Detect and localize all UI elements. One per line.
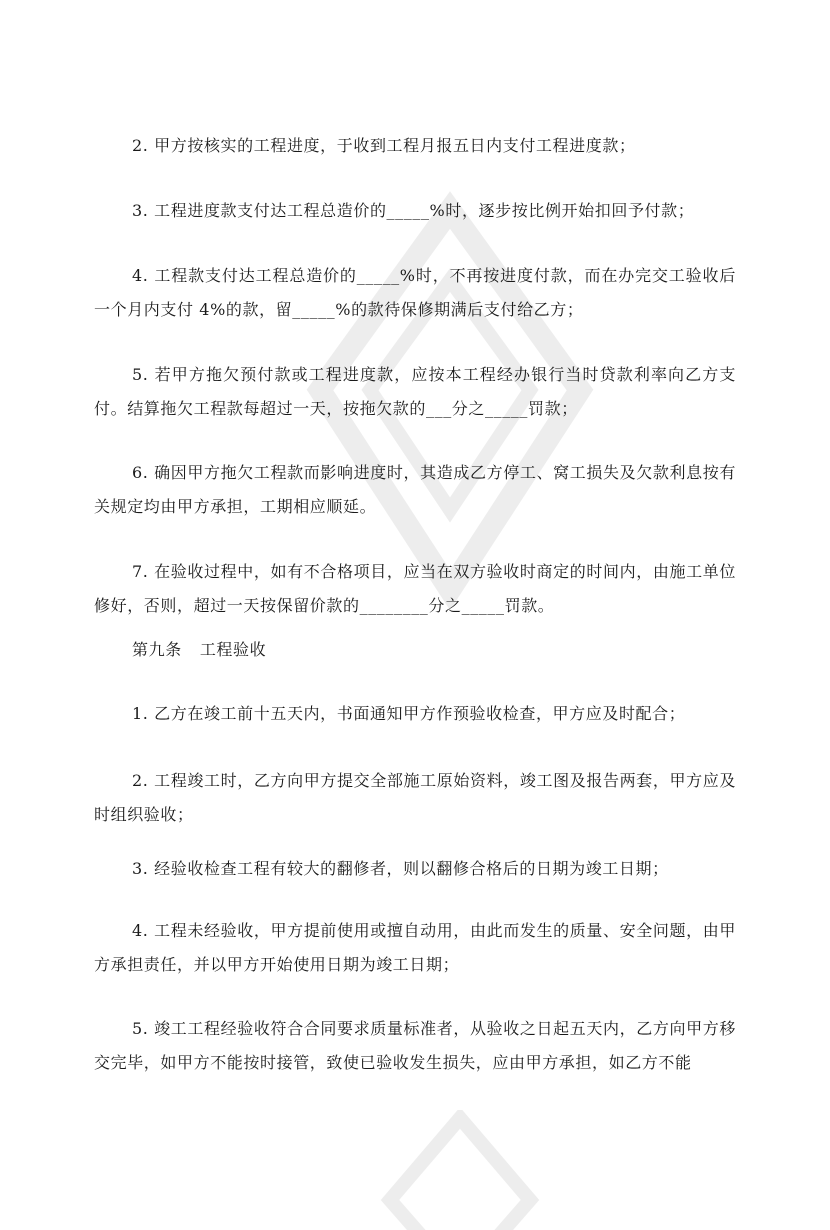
section-number: 第九条 bbox=[132, 640, 182, 659]
section-title: 工程验收 bbox=[199, 640, 267, 659]
clause-8-item-4: 4. 工程款支付达工程总造价的_____%时，不再按进度付款，而在办完交工验收后一个月内支付 4%的款，留_____%的款待保修期满后支付给乙方； bbox=[94, 266, 736, 319]
clause-9-item-1: 1. 乙方在竣工前十五天内，书面通知甲方作预验收检查，甲方应及时配合； bbox=[132, 704, 686, 723]
clause-9-item-3: 3. 经验收检查工程有较大的翻修者，则以翻修合格后的日期为竣工日期； bbox=[132, 859, 669, 878]
clause-8-item-2: 2. 甲方按核实的工程进度，于收到工程月报五日内支付工程进度款； bbox=[132, 136, 636, 155]
clause-8-item-5: 5. 若甲方拖欠预付款或工程进度款，应按本工程经办银行当时贷款利率向乙方支付。结算拖欠工程款每超过一天，按拖欠款的___分之_____罚款； bbox=[94, 365, 736, 418]
clause-9-item-5: 5. 竣工工程经验收符合合同要求质量标准者，从验收之日起五天内，乙方向甲方移交完毕，如甲方不能按时接管，致使已验收发生损失，应由甲方承担，如乙方不能 bbox=[94, 1019, 736, 1072]
clause-8-item-3: 3. 工程进度款支付达工程总造价的_____%时，逐步按比例开始扣回予付款； bbox=[132, 201, 695, 220]
clause-9-item-2: 2. 工程竣工时，乙方向甲方提交全部施工原始资料，竣工图及报告两套，甲方应及时组织验收； bbox=[94, 771, 736, 824]
watermark-logo-icon bbox=[380, 1110, 540, 1230]
clause-8-item-7: 7. 在验收过程中，如有不合格项目，应当在双方验收时商定的时间内，由施工单位修好，否则，超过一天按保留价款的________分之_____罚款。 bbox=[94, 562, 736, 615]
section-heading bbox=[132, 633, 266, 667]
clause-8-item-6: 6. 确因甲方拖欠工程款而影响进度时，其造成乙方停工、窝工损失及欠款利息按有关规定均由甲方承担，工期相应顺延。 bbox=[94, 463, 736, 516]
clause-9-item-4: 4. 工程未经验收，甲方提前使用或擅自动用，由此而发生的质量、安全问题，由甲方承担责任，并以甲方开始使用日期为竣工日期； bbox=[94, 921, 736, 974]
